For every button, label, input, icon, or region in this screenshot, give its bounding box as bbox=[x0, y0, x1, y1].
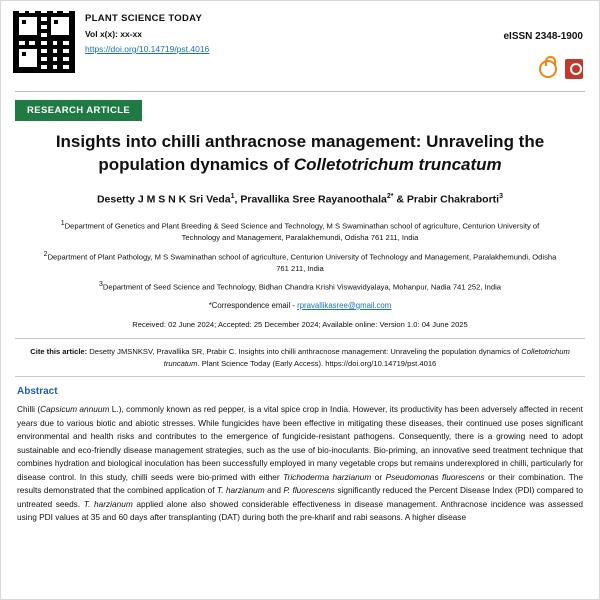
affiliation-3-marker: 3 bbox=[99, 281, 103, 288]
author-sep-2: & bbox=[393, 193, 407, 206]
citation-text-1: Desetty JMSNKSV, Pravallika SR, Prabir C. Insights into chilli anthracnose management: Unraveling the population dynamics of bbox=[87, 346, 522, 356]
eissn-label: eISSN 2348-1900 bbox=[503, 31, 583, 42]
page-title bbox=[35, 131, 565, 177]
title-block bbox=[1, 121, 599, 177]
journal-info bbox=[85, 13, 209, 54]
abstract-heading: Abstract bbox=[17, 386, 58, 398]
abstract-seg-6: significantly reduced the Percent Disease Index (PDI) compared to untreated seeds. bbox=[17, 485, 584, 509]
affiliation-1 bbox=[41, 219, 559, 243]
journal-volume: Vol x(x): xx-xx bbox=[85, 29, 143, 39]
header-badges bbox=[539, 59, 583, 79]
correspondence-line bbox=[1, 301, 599, 310]
open-access-icon[interactable] bbox=[539, 60, 557, 78]
crossmark-icon[interactable] bbox=[565, 59, 583, 79]
author-sep-1: , bbox=[234, 193, 241, 206]
abstract-seg-2: L.), commonly known as red pepper, is a vital spice crop in India. However, its productivity has been adversely affected in recent years due to various biotic and abiotic stresses. While fungicides have been effective in mitigating these diseases, their continued use poses significant environmental and health risks and contributes to the emergence of fungicide-resistant pathogens. Consequently, there is a growing need to adopt sustainable and eco-friendly disease management strategies, such as the use of bio-inoculants. Bio-priming, an innovative seed treatment technique that combines hydration and biological inoculation has been successfully employed in many vegetable crops but remains underexplored in chilli, particularly for disease control. In this study, chilli seeds were bio-primed with either bbox=[17, 404, 583, 482]
abstract-seg-3: or bbox=[371, 471, 386, 482]
title-species-name: Colletotrichum truncatum bbox=[293, 154, 502, 174]
affiliation-2-text: Department of Plant Pathology, M S Swaminathan school of agriculture, Centurion University of Technology and Management, Paralakhemundi, Odisha 761 211, India bbox=[47, 252, 557, 273]
author-list bbox=[1, 193, 599, 206]
journal-doi-link[interactable]: https://doi.org/10.14719/pst.4016 bbox=[85, 44, 210, 54]
citation-divider-top bbox=[15, 338, 585, 339]
publication-dates: Received: 02 June 2024; Accepted: 25 December 2024; Available online: Version 1.0: 04 June 2025 bbox=[132, 319, 468, 329]
qr-code-icon[interactable] bbox=[13, 11, 75, 73]
abstract-italic-5: P. fluorescens bbox=[283, 485, 335, 496]
author-3-name: Prabir Chakraborti bbox=[406, 193, 500, 206]
abstract-seg-1: Chilli ( bbox=[17, 404, 41, 415]
abstract-seg-5: and bbox=[264, 485, 284, 496]
citation-text-2: . Plant Science Today (Early Access). https://doi.org/10.14719/pst.4016 bbox=[197, 358, 437, 368]
correspondence-email-link[interactable]: rpravallikasree@gmail.com bbox=[297, 300, 392, 310]
author-3-affil-marker: 3 bbox=[499, 192, 504, 200]
journal-header bbox=[1, 1, 599, 87]
affiliation-2-marker: 2 bbox=[43, 250, 48, 258]
abstract-seg-7: applied alone also showed considerable effectiveness in disease management. Anthracnose incidence was assessed using PDI values at 35 and 60 days after transplanting (DAT) during both the pre-kharif and rabi seasons. A higher disease bbox=[17, 498, 583, 522]
title-line-2-prefix: population dynamics of bbox=[98, 154, 294, 174]
header-divider bbox=[15, 91, 585, 92]
author-1-affil-marker: 1 bbox=[230, 192, 235, 200]
author-2-affil-marker: 2* bbox=[386, 192, 394, 200]
affiliation-3 bbox=[41, 280, 559, 293]
article-type-badge: RESEARCH ARTICLE bbox=[15, 100, 142, 121]
abstract-italic-6: T. harzianum bbox=[83, 498, 133, 509]
abstract-italic-1: Capsicum annuum bbox=[40, 404, 110, 415]
title-line-1: Insights into chilli anthracnose management: Unraveling the bbox=[55, 132, 545, 151]
abstract-text bbox=[17, 403, 583, 524]
author-2-name: Pravallika Sree Rayanoothala bbox=[240, 193, 387, 206]
affiliation-3-text: Department of Seed Science and Technology, Bidhan Chandra Krishi Viswavidyalaya, Mohanpur, Nadia 741 252, India bbox=[102, 282, 501, 292]
citation-block bbox=[1, 346, 599, 370]
author-1-name: Desetty J M S N K Sri Veda bbox=[96, 193, 231, 206]
citation-label: Cite this article: bbox=[30, 346, 88, 356]
citation-divider-bottom bbox=[15, 376, 585, 377]
abstract-italic-4: T. harzianum bbox=[216, 485, 265, 496]
citation-species-name: Colletotrichum truncatum bbox=[163, 346, 570, 368]
abstract-italic-3: Pseudomonas fluorescens bbox=[385, 471, 485, 482]
journal-name: PLANT SCIENCE TODAY bbox=[85, 13, 203, 24]
abstract-seg-4: or their combination. The results demonstrated that the combined application of bbox=[17, 471, 584, 496]
affiliation-1-text: Department of Genetics and Plant Breeding & Seed Science and Technology, M S Swaminathan school of agriculture, Centurion University of Technology and Management, Paralakhemundi, Odisha 761 211, India bbox=[64, 221, 540, 243]
affiliation-2 bbox=[41, 250, 559, 274]
affiliation-1-marker: 1 bbox=[60, 220, 65, 228]
correspondence-label: *Correspondence email - bbox=[208, 300, 298, 310]
abstract-italic-2: Trichoderma harzianum bbox=[283, 471, 372, 482]
affiliation-list bbox=[1, 219, 599, 293]
